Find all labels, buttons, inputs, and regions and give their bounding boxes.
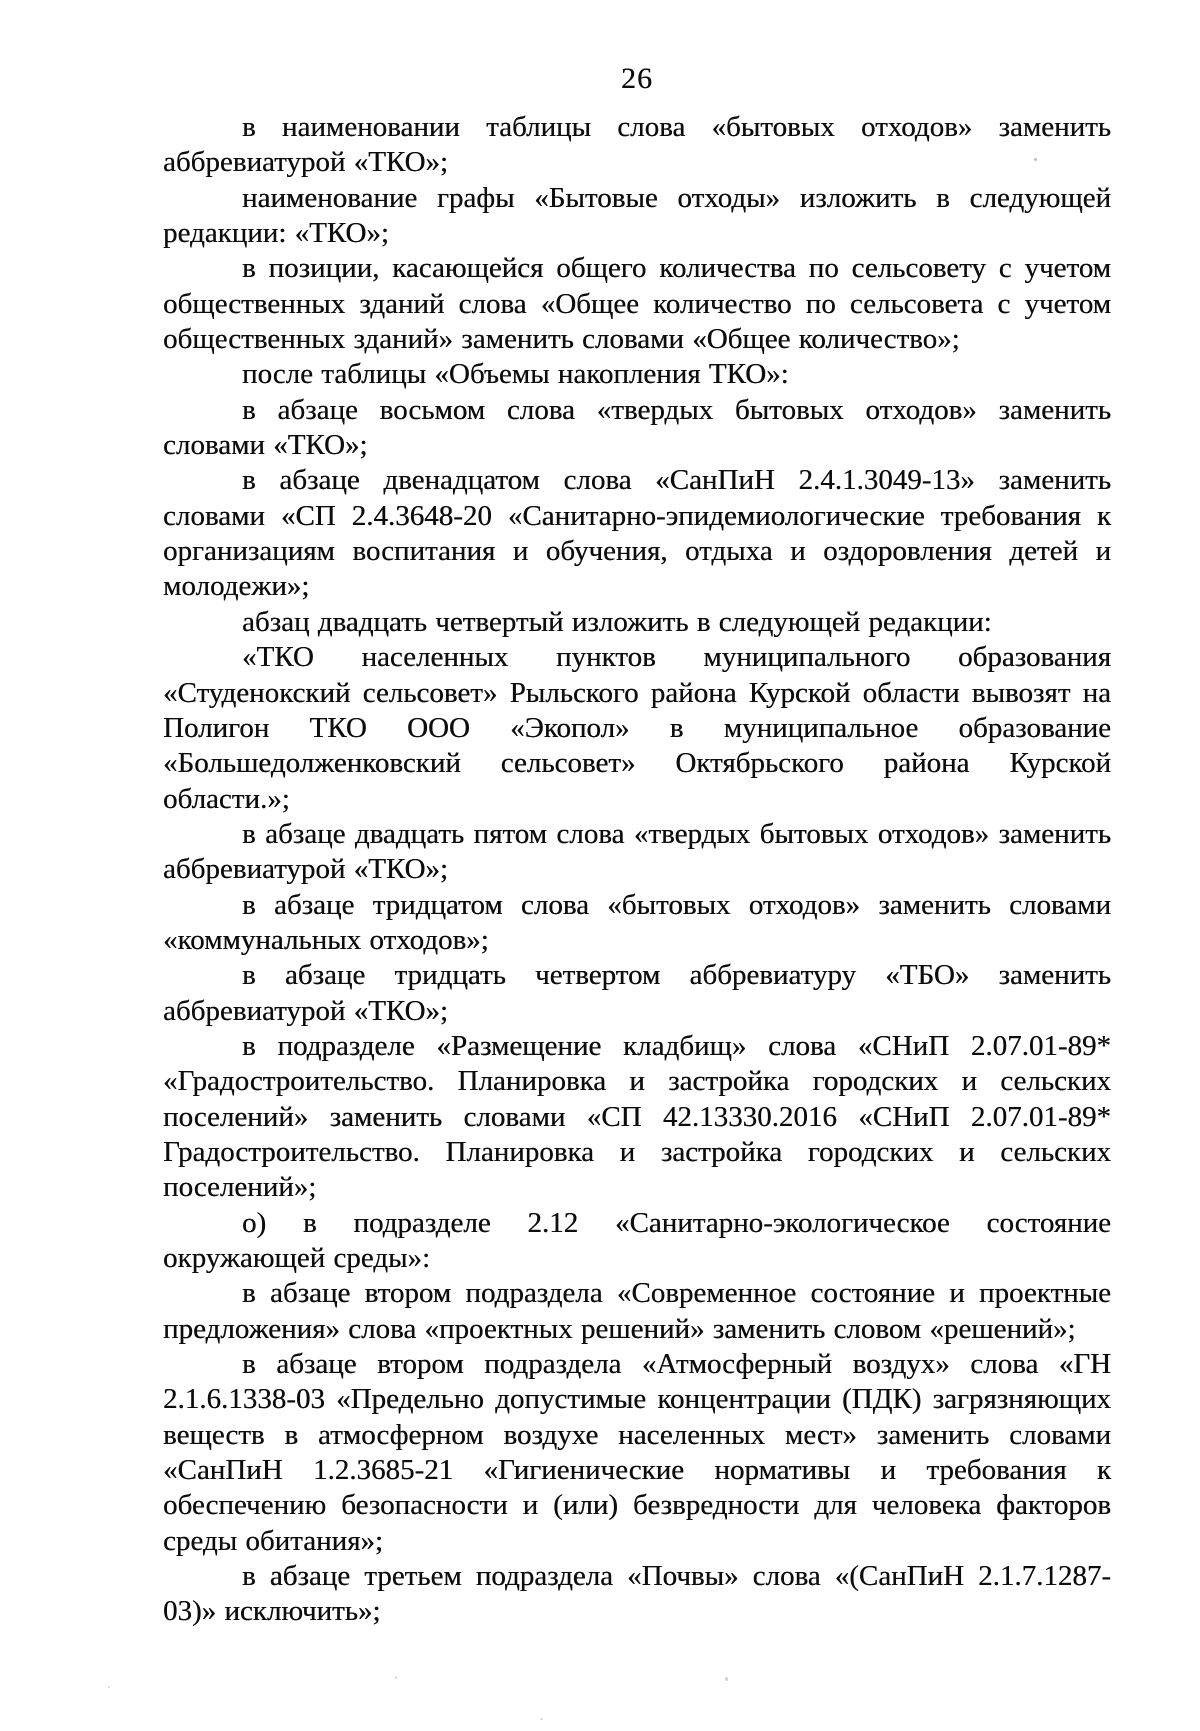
scan-artifact xyxy=(725,1677,728,1681)
paragraph: в абзаце тридцать четвертом аббревиатуру «ТБО» заменить аббревиатурой «ТКО»; xyxy=(163,959,1111,1027)
paragraph: абзац двадцать четвертый изложить в следующей редакции: xyxy=(242,605,992,638)
paragraph: в абзаце двадцать пятом слова «твердых бытовых отходов» заменить аббревиатурой «ТКО»; xyxy=(163,817,1111,886)
paragraph: в абзаце втором подраздела «Современное состояние и проектные предложения» слова «проектных решений» заменить словом «решений»; xyxy=(163,1277,1111,1345)
scan-artifact xyxy=(1034,158,1037,161)
paragraph: в абзаце двенадцатом слова «СанПиН 2.4.1.3049-13» заменить словами «СП 2.4.3648-20 «Санитарно-эпидемиологические требования к организациям воспитания и обучения, отдыха и оздоровления детей и молодежи»; xyxy=(163,464,1111,603)
paragraph: в абзаце втором подраздела «Атмосферный воздух» слова «ГН 2.1.6.1338-03 «Предельно допустимые концентрации (ПДК) загрязняющих веществ в атмосферном воздухе населенных мест» заменить словами «СанПиН 1.2.3685-21 «Гигиенические нормативы и требования к обеспечению безопасности и (или) безвредности для человека факторов среды обитания»; xyxy=(163,1348,1111,1557)
paragraph: в абзаце восьмом слова «твердых бытовых отходов» заменить словами «ТКО»; xyxy=(163,393,1111,462)
paragraph: в подразделе «Размещение кладбищ» слова «СНиП 2.07.01-89* «Градостроительство. Планировка и застройка городских и сельских поселений» заменить словами «СП 42.13330.2016 «СНиП 2.07.01-89* Градостроительство. Планировка и застройка городских и сельских поселений»; xyxy=(163,1029,1111,1204)
paragraph: «ТКО населенных пунктов муниципального образования «Студенокский сельсовет» Рыльского района Курской области вывозят на Полигон ТКО ООО «Экопол» в муниципальное образование «Большедолженковский сельсовет» Октябрьского района Курской области.»; xyxy=(163,641,1111,815)
page-number: 26 xyxy=(621,62,653,95)
scan-artifact xyxy=(540,1718,543,1720)
paragraph: после таблицы «Объемы накопления ТКО»: xyxy=(242,358,789,391)
paragraph: в абзаце тридцатом слова «бытовых отходов» заменить словами «коммунальных отходов»; xyxy=(163,888,1111,956)
paragraph: в абзаце третьем подраздела «Почвы» слова «(СанПиН 2.1.7.1287-03)» исключить»; xyxy=(163,1560,1111,1628)
document-body xyxy=(163,110,1111,1630)
paragraph: в позиции, касающейся общего количества по сельсовету с учетом общественных зданий слова «Общее количество по сельсовета с учетом общественных зданий» заменить словами «Общее количество»; xyxy=(163,252,1111,356)
scan-artifact xyxy=(108,1686,110,1688)
scan-artifact xyxy=(395,1676,397,1679)
paragraph: в наименовании таблицы слова «бытовых отходов» заменить аббревиатурой «ТКО»; xyxy=(163,111,1111,179)
paragraph: о) в подразделе 2.12 «Санитарно-экологическое состояние окружающей среды»: xyxy=(163,1206,1111,1274)
paragraph: наименование графы «Бытовые отходы» изложить в следующей редакции: «ТКО»; xyxy=(163,181,1111,250)
